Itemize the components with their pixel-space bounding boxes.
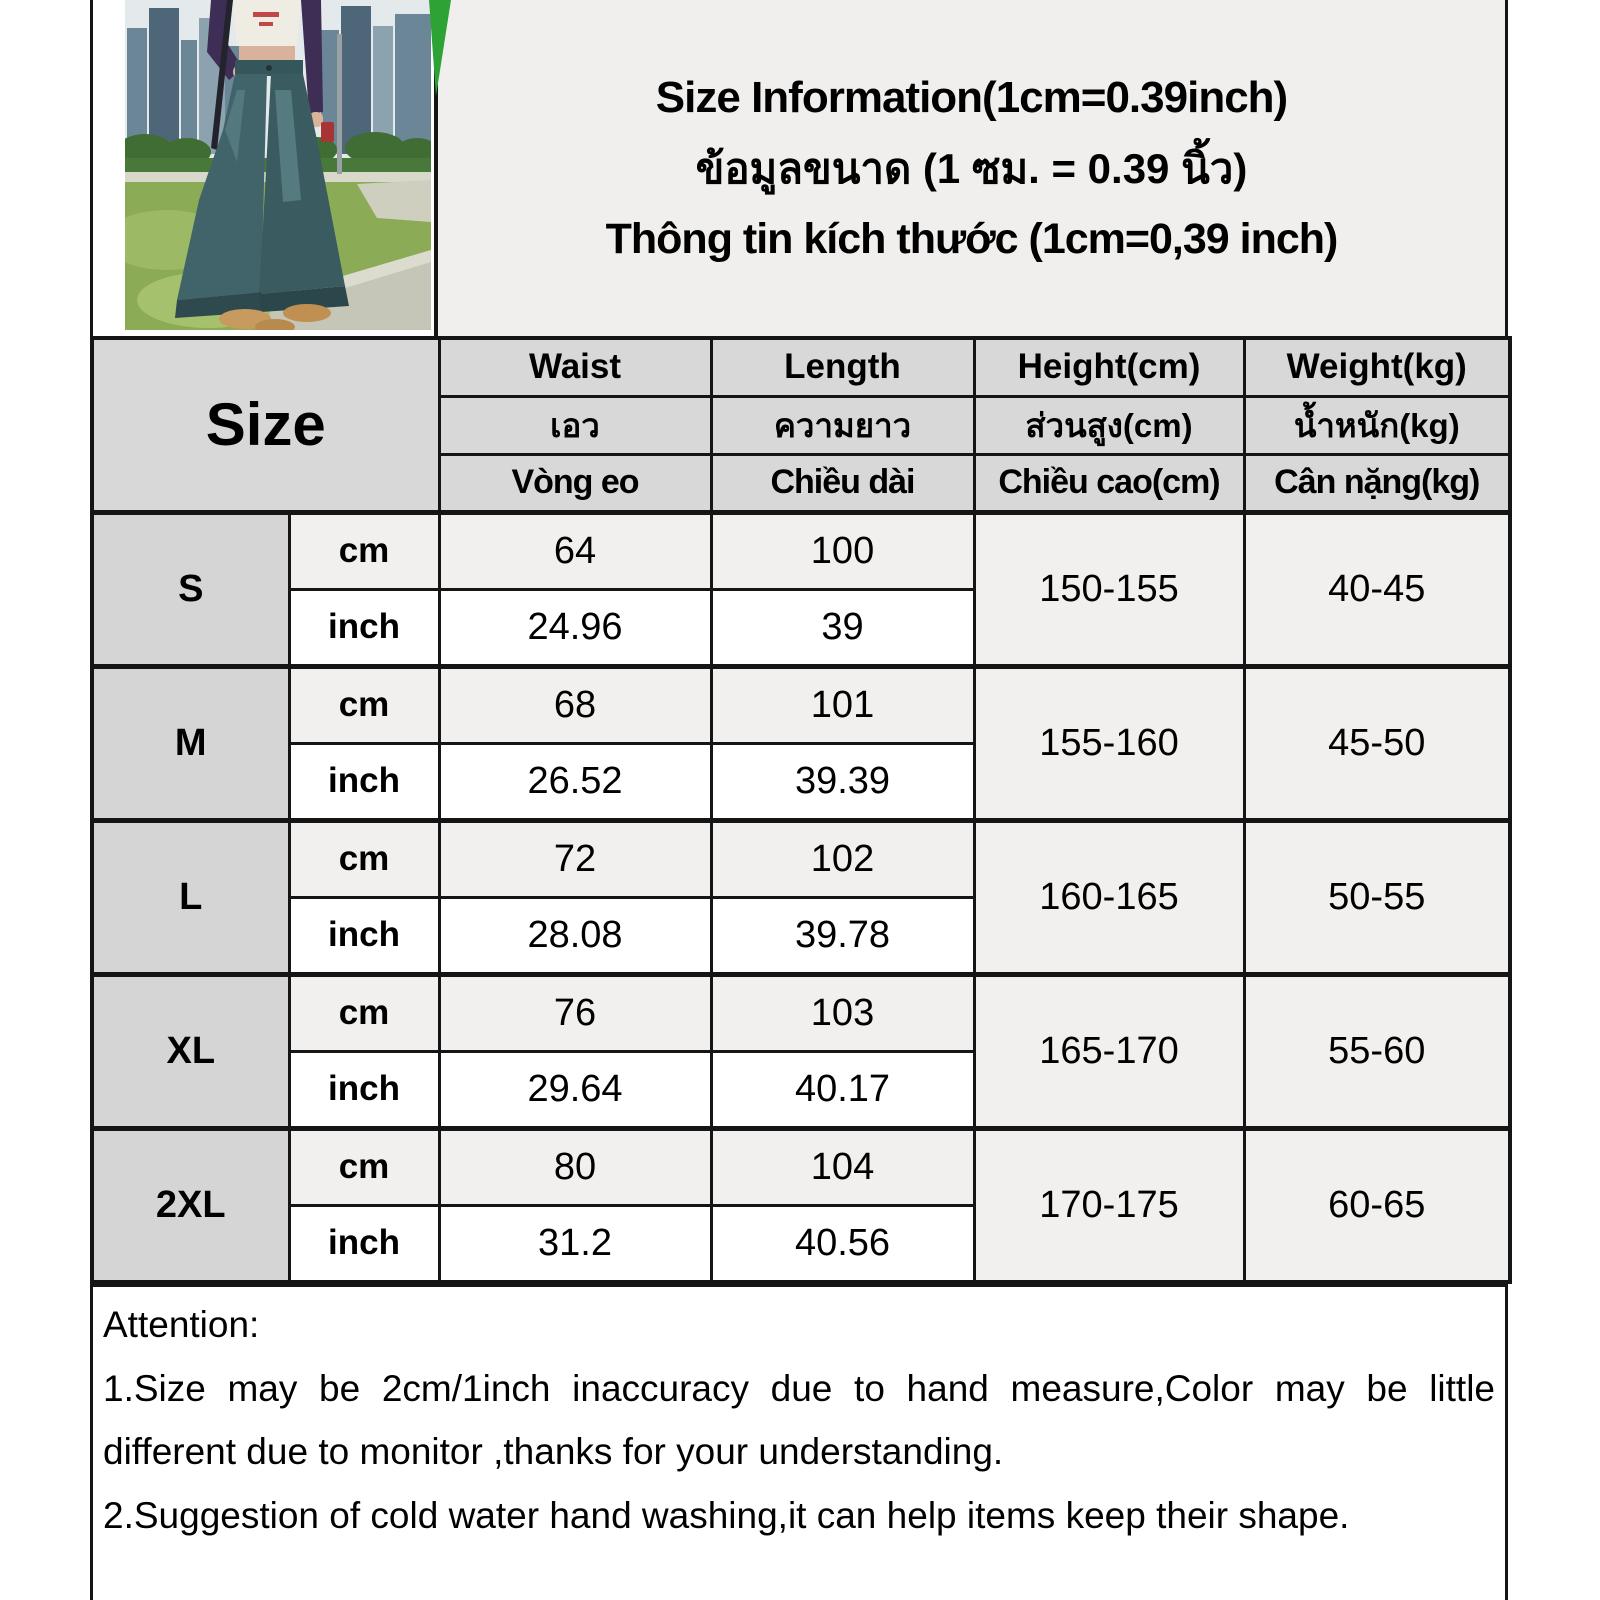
unit-cm: cm	[289, 1128, 439, 1205]
cell-xl-waist-cm: 76	[439, 974, 711, 1051]
cell-xl-height: 165-170	[974, 974, 1244, 1128]
unit-inch: inch	[289, 743, 439, 820]
cell-m-length-inch: 39.39	[711, 743, 974, 820]
unit-inch: inch	[289, 1051, 439, 1128]
size-label-xl: XL	[92, 974, 289, 1128]
attention-note-1: 1.Size may be 2cm/1inch inaccuracy due to hand measure,Color may be little different due to monitor ,thanks for your understanding.	[103, 1367, 1495, 1473]
header-height-en: Height(cm)	[974, 338, 1244, 396]
size-chart-sheet	[90, 0, 1508, 1600]
unit-cm: cm	[289, 974, 439, 1051]
cell-s-height: 150-155	[974, 512, 1244, 666]
header-height-vi: Chiều cao(cm)	[974, 454, 1244, 512]
unit-inch: inch	[289, 1205, 439, 1282]
header-weight-th: น้ำหนัก(kg)	[1244, 396, 1510, 454]
cell-m-waist-inch: 26.52	[439, 743, 711, 820]
cell-2xl-waist-inch: 31.2	[439, 1205, 711, 1282]
header-length-th: ความยาว	[711, 396, 974, 454]
header-weight-en: Weight(kg)	[1244, 338, 1510, 396]
cell-m-height: 155-160	[974, 666, 1244, 820]
title-thai: ข้อมูลขนาด (1 ซม. = 0.39 นิ้ว)	[695, 144, 1248, 192]
cell-2xl-waist-cm: 80	[439, 1128, 711, 1205]
cell-2xl-height: 170-175	[974, 1128, 1244, 1282]
cell-l-waist-inch: 28.08	[439, 897, 711, 974]
unit-cm: cm	[289, 820, 439, 897]
size-label-2xl: 2XL	[92, 1128, 289, 1282]
top-section	[90, 0, 1508, 336]
size-label-l: L	[92, 820, 289, 974]
cell-xl-waist-inch: 29.64	[439, 1051, 711, 1128]
product-photo	[125, 0, 431, 330]
header-waist-th: เอว	[439, 396, 711, 454]
cell-s-waist-cm: 64	[439, 512, 711, 589]
size-table	[90, 336, 1512, 1284]
cell-s-length-cm: 100	[711, 512, 974, 589]
photo-panel	[93, 0, 438, 336]
unit-cm: cm	[289, 512, 439, 589]
cell-l-height: 160-165	[974, 820, 1244, 974]
header-size: Size	[92, 338, 439, 512]
cell-l-waist-cm: 72	[439, 820, 711, 897]
size-label-m: M	[92, 666, 289, 820]
cell-2xl-length-cm: 104	[711, 1128, 974, 1205]
cell-xl-weight: 55-60	[1244, 974, 1510, 1128]
cell-s-waist-inch: 24.96	[439, 589, 711, 666]
title-panel	[438, 0, 1505, 336]
cell-l-length-inch: 39.78	[711, 897, 974, 974]
header-waist-vi: Vòng eo	[439, 454, 711, 512]
header-weight-vi: Cân nặng(kg)	[1244, 454, 1510, 512]
cell-s-length-inch: 39	[711, 589, 974, 666]
cell-2xl-length-inch: 40.56	[711, 1205, 974, 1282]
unit-inch: inch	[289, 589, 439, 666]
cell-m-length-cm: 101	[711, 666, 974, 743]
header-height-th: ส่วนสูง(cm)	[974, 396, 1244, 454]
header-waist-en: Waist	[439, 338, 711, 396]
cell-m-waist-cm: 68	[439, 666, 711, 743]
cell-xl-length-inch: 40.17	[711, 1051, 974, 1128]
cell-m-weight: 45-50	[1244, 666, 1510, 820]
cell-l-length-cm: 102	[711, 820, 974, 897]
attention-panel	[90, 1284, 1508, 1600]
header-length-vi: Chiều dài	[711, 454, 974, 512]
green-corner-mark-icon	[429, 0, 453, 100]
title-english: Size Information(1cm=0.39inch)	[655, 72, 1288, 122]
size-label-s: S	[92, 512, 289, 666]
cell-l-weight: 50-55	[1244, 820, 1510, 974]
attention-note-2: 2.Suggestion of cold water hand washing,it can help items keep their shape.	[103, 1494, 1350, 1536]
cell-2xl-weight: 60-65	[1244, 1128, 1510, 1282]
unit-cm: cm	[289, 666, 439, 743]
cell-xl-length-cm: 103	[711, 974, 974, 1051]
attention-heading: Attention:	[103, 1304, 260, 1345]
title-vietnamese: Thông tin kích thước (1cm=0,39 inch)	[605, 214, 1338, 263]
cell-s-weight: 40-45	[1244, 512, 1510, 666]
unit-inch: inch	[289, 897, 439, 974]
header-length-en: Length	[711, 338, 974, 396]
